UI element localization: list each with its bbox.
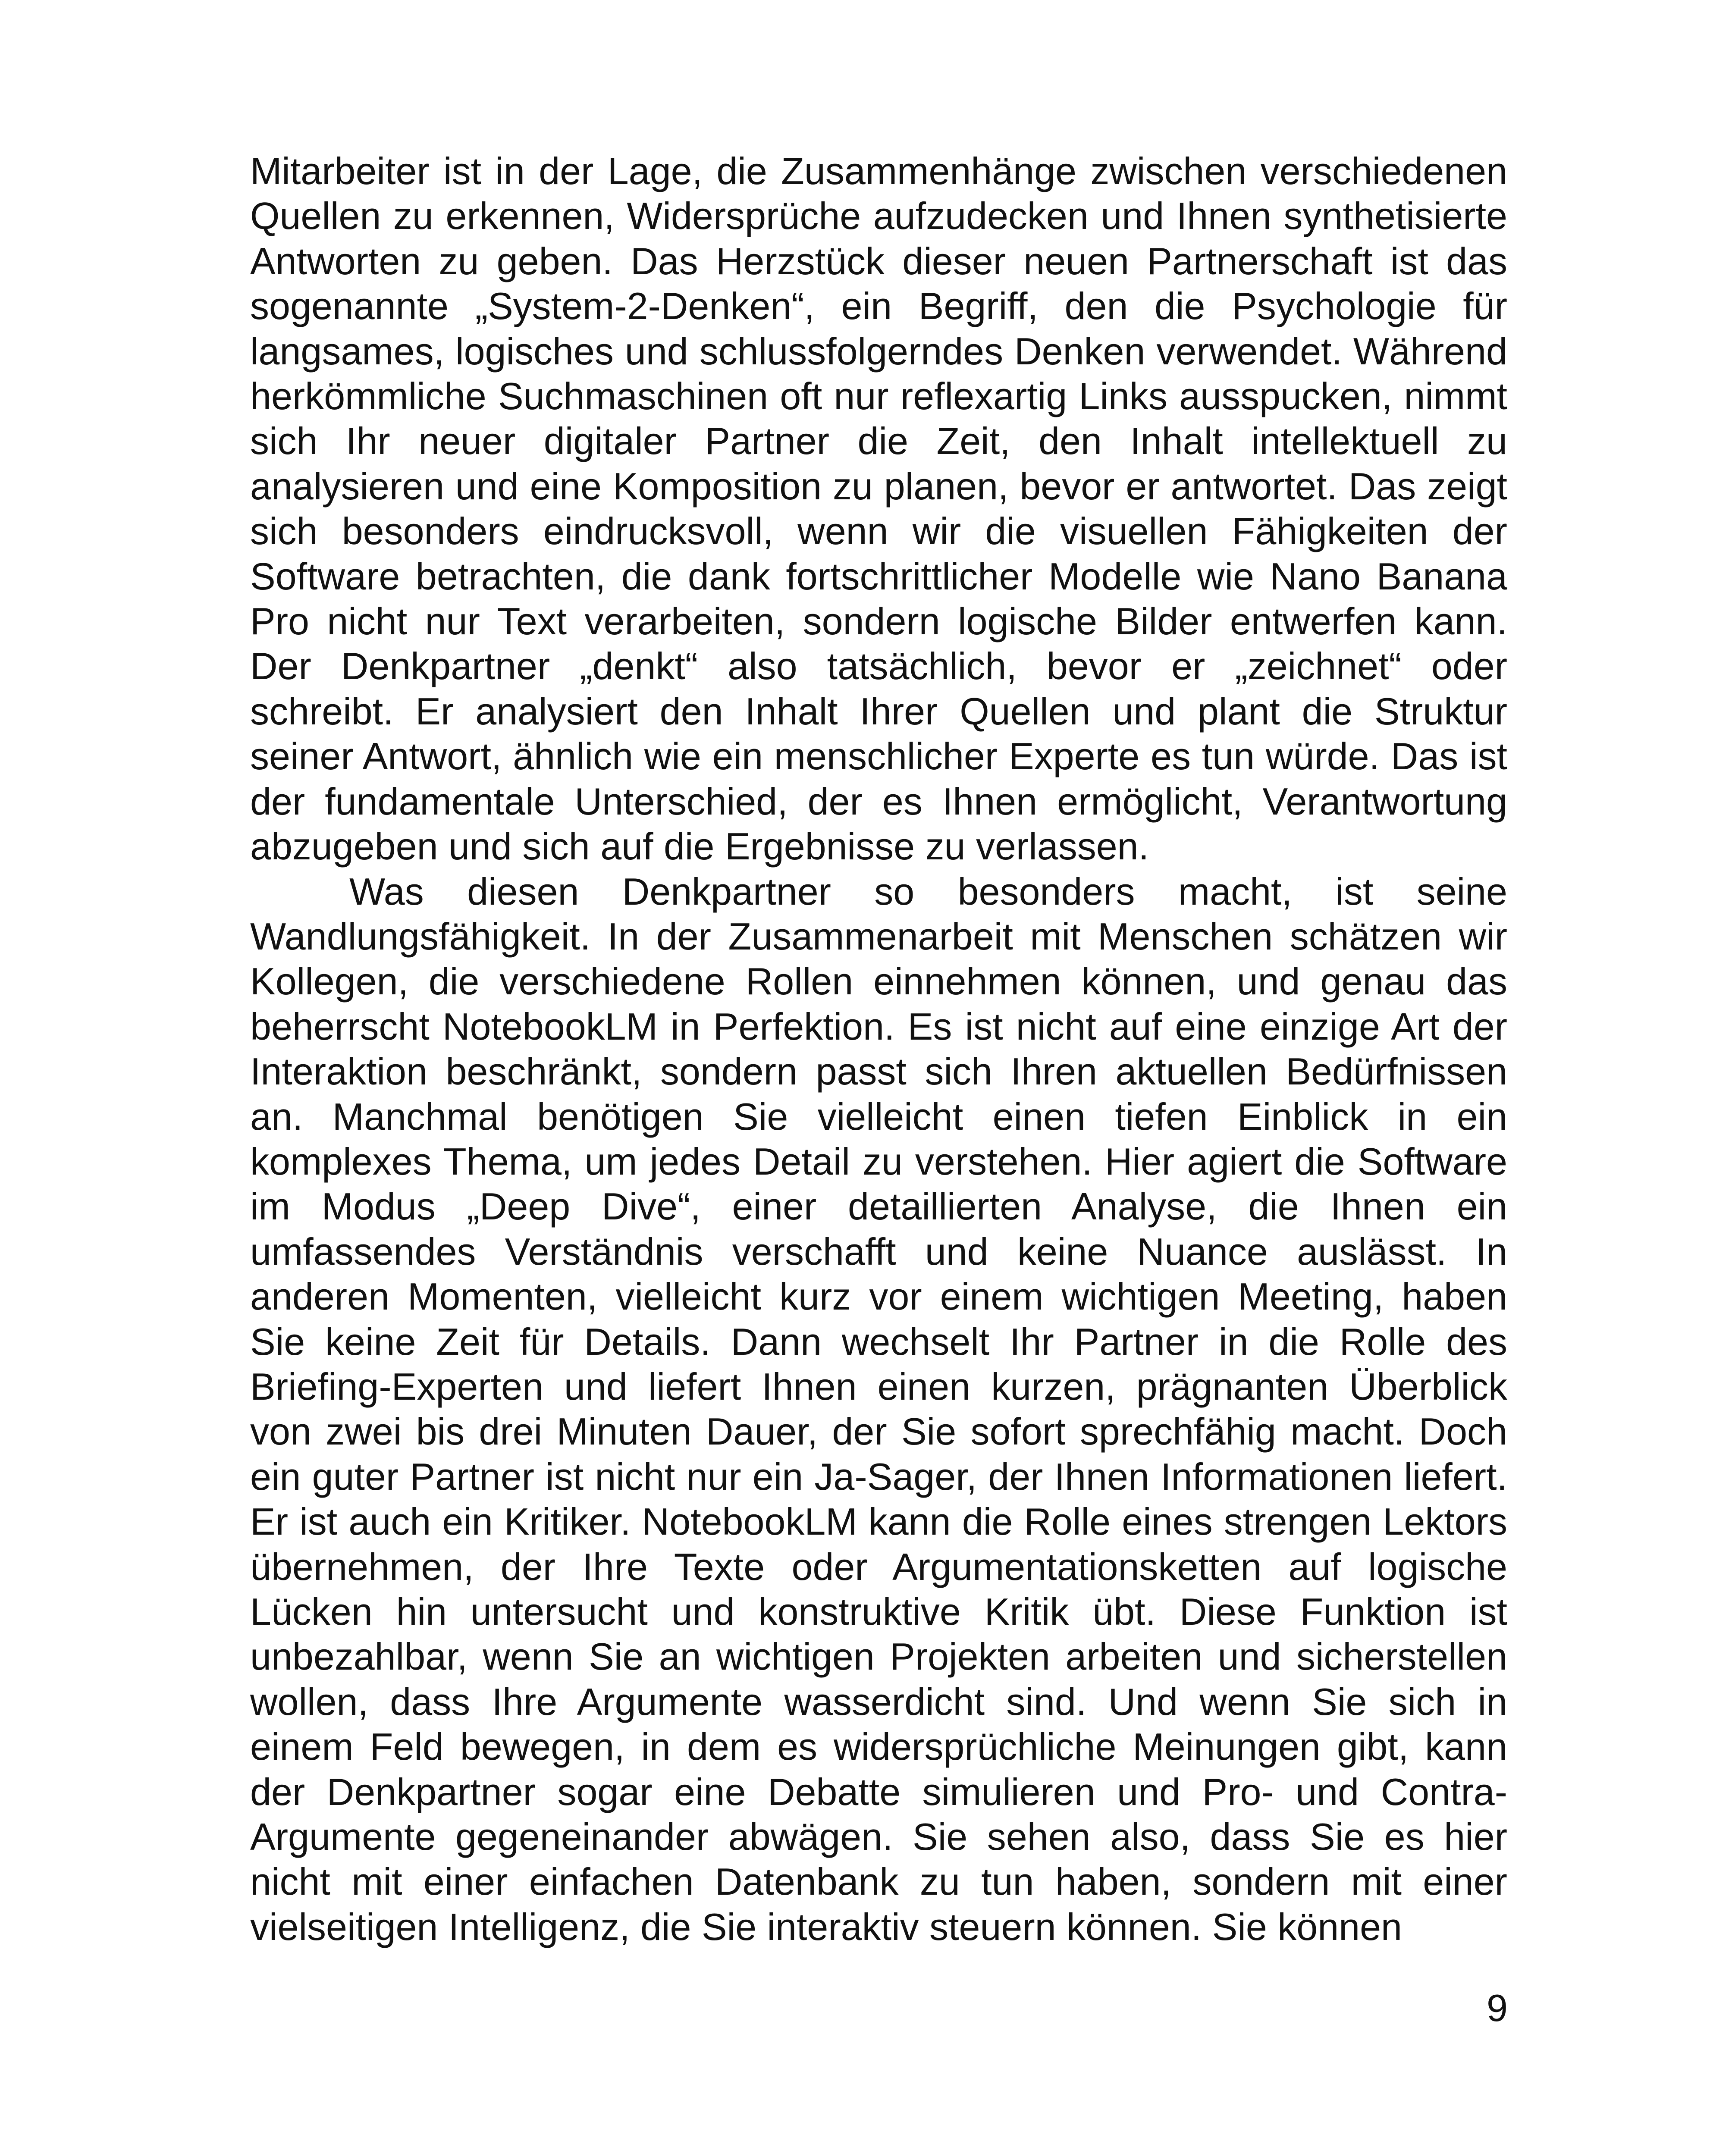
paragraph-1: Mitarbeiter ist in der Lage, die Zusammenhänge zwischen verschiedenen Quellen zu erkennen, Widersprüche aufzudecken und Ihnen synthetisierte Antworten zu geben. Das Herzstück dieser neuen Partnerschaft ist das sogenannte „System-2-Denken“, ein Begriff, den die Psychologie für langsames, logisches und schlussfolgerndes Denken verwendet. Während herkömmliche Suchmaschinen oft nur reflexartig Links ausspucken, nimmt sich Ihr neuer digitaler Partner die Zeit, den Inhalt intellektuell zu analysieren und eine Komposition zu planen, bevor er antwortet. Das zeigt sich besonders eindrucksvoll, wenn wir die visuellen Fähigkeiten der Software betrachten, die dank fortschrittlicher Modelle wie Nano Banana Pro nicht nur Text verarbeiten, sondern logische Bilder entwerfen kann. Der Denkpartner „denkt“ also tatsächlich, bevor er „zeichnet“ oder schreibt. Er analysiert den Inhalt Ihrer Quellen und plant die Struktur seiner Antwort, ähnlich wie ein menschlicher Experte es tun würde. Das ist der fundamentale Unterschied, der es Ihnen ermöglicht, Verantwortung abzugeben und sich auf die Ergebnisse zu verlassen.	[250, 150, 1507, 868]
body-text	[250, 149, 1507, 1949]
page-number: 9	[1487, 1987, 1508, 2029]
paragraph-2: Was diesen Denkpartner so besonders macht, ist seine Wandlungsfähigkeit. In der Zusammenarbeit mit Menschen schätzen wir Kollegen, die verschiedene Rollen einnehmen können, und genau das beherrscht NotebookLM in Perfektion. Es ist nicht auf eine einzige Art der Interaktion beschränkt, sondern passt sich Ihren aktuellen Bedürfnissen an. Manchmal benötigen Sie vielleicht einen tiefen Einblick in ein komplexes Thema, um jedes Detail zu verstehen. Hier agiert die Software im Modus „Deep Dive“, einer detaillierten Analyse, die Ihnen ein umfassendes Verständnis verschafft und keine Nuance auslässt. In anderen Momenten, vielleicht kurz vor einem wichtigen Meeting, haben Sie keine Zeit für Details. Dann wechselt Ihr Partner in die Rolle des Briefing-Experten und liefert Ihnen einen kurzen, prägnanten Überblick von zwei bis drei Minuten Dauer, der Sie sofort sprechfähig macht. Doch ein guter Partner ist nicht nur ein Ja-Sager, der Ihnen Informationen liefert. Er ist auch ein Kritiker. NotebookLM kann die Rolle eines strengen Lektors übernehmen, der Ihre Texte oder Argumentationsketten auf logische Lücken hin untersucht und konstruktive Kritik übt. Diese Funktion ist unbezahlbar, wenn Sie an wichtigen Projekten arbeiten und sicherstellen wollen, dass Ihre Argumente wasserdicht sind. Und wenn Sie sich in einem Feld bewegen, in dem es widersprüchliche Meinungen gibt, kann der Denkpartner sogar eine Debatte simulieren und Pro- und Contra-Argumente gegeneinander abwägen. Sie sehen also, dass Sie es hier nicht mit einer einfachen Datenbank zu tun haben, sondern mit einer vielseitigen Intelligenz, die Sie interaktiv steuern können. Sie können	[250, 870, 1507, 1948]
